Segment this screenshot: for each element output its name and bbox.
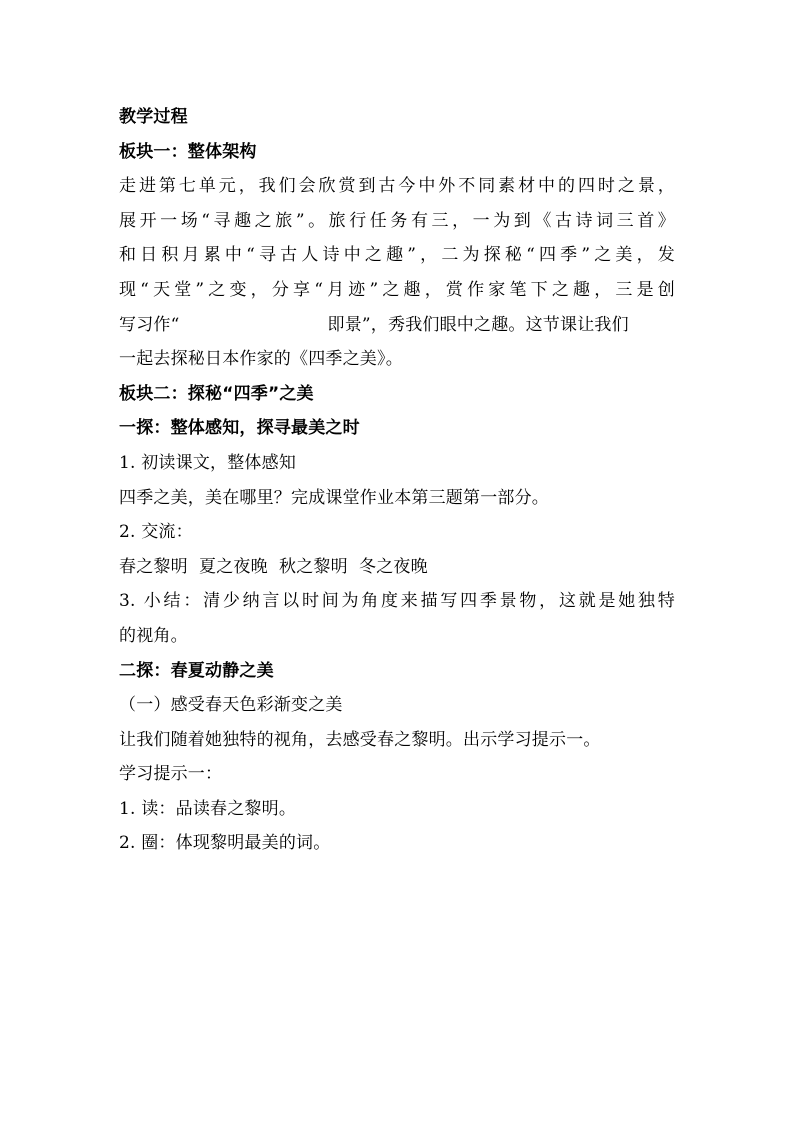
- section2-heading: 板块二：探秘“四季”之美: [119, 383, 314, 404]
- list-item: 四季之美，美在哪里？完成课堂作业本第三题第一部分。: [119, 487, 549, 508]
- list-item: 的视角。: [119, 625, 188, 646]
- paragraph-fragment: 即景”，秀我们眼中之趣。这节课让我们: [327, 314, 629, 335]
- list-item: 学习提示一：: [119, 764, 223, 785]
- paragraph-line: 走进第七单元，我们会欣赏到古今中外不同素材中的四时之景，: [119, 176, 675, 197]
- list-item: 2. 圈：体现黎明最美的词。: [119, 833, 331, 854]
- list-item: 春之黎明 夏之夜晚 秋之黎明 冬之夜晚: [119, 556, 428, 577]
- sub2-heading: 二探：春夏动静之美: [119, 660, 274, 681]
- list-item: 1. 初读课文，整体感知: [119, 452, 297, 473]
- document-title: 教学过程: [119, 107, 188, 127]
- list-item: （一）感受春天色彩渐变之美: [119, 695, 343, 716]
- paragraph-line: 和日积月累中“寻古人诗中之趣”，二为探秘“四季”之美，发: [119, 245, 675, 266]
- sub1-heading: 一探：整体感知，探寻最美之时: [119, 418, 360, 439]
- paragraph-line-with-blank: [119, 308, 675, 343]
- paragraph-line: 展开一场“寻趣之旅”。旅行任务有三，一为到《古诗词三首》: [119, 210, 675, 231]
- list-item: 3. 小结：清少纳言以时间为角度来描写四季景物，这就是她独特: [119, 591, 675, 612]
- paragraph-line: 一起去探秘日本作家的《四季之美》。: [119, 349, 403, 370]
- list-item: 让我们随着她独特的视角，去感受春之黎明。出示学习提示一。: [119, 729, 601, 750]
- paragraph-line: 现“天堂”之变，分享“月迹”之趣，赏作家笔下之趣，三是创: [119, 279, 675, 300]
- list-item: 2. 交流：: [119, 522, 193, 543]
- document-page: [119, 100, 675, 861]
- section1-heading: 板块一：整体架构: [119, 141, 257, 162]
- list-item: 1. 读：品读春之黎明。: [119, 798, 297, 819]
- paragraph-fragment: 写习作“: [119, 314, 180, 335]
